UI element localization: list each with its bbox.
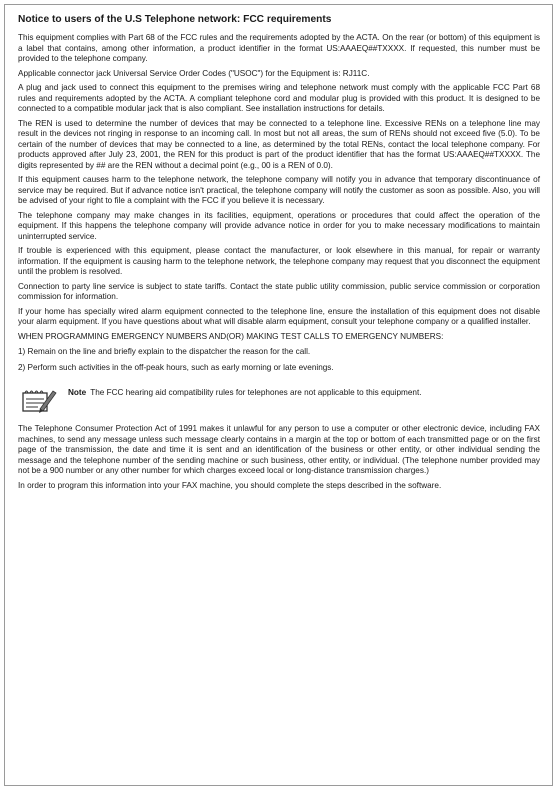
paragraph-company-changes: The telephone company may make changes in its facilities, equipment, operations or procedures that could affect the operation of the equipment. If this happens the telephone company will provide advance notice in order for you to make necessary modifications to maintain uninterrupted service. <box>18 210 540 241</box>
paragraph-ren: The REN is used to determine the number of devices that may be connected to a telephone line. Excessive RENs on a telephone line may result in the devices not ringing in response to an incoming call. In most but not all areas, the sum of RENs should not exceed five (5.0). To be certain of the number of devices that may be connected to a line, as determined by the total RENs, contact the local telephone company. For products approved after July 23, 2001, the REN for this product is part of the product identifier that has the format US:AAAEQ##TXXXX. The digits represented by ## are the REN without a decimal point (e.g., 00 is a REN of 0.0). <box>18 118 540 170</box>
fcc-notice-page <box>4 4 553 786</box>
note-box <box>18 387 540 413</box>
page-title: Notice to users of the U.S Telephone network: FCC requirements <box>18 14 332 25</box>
note-text <box>68 387 540 399</box>
note-body: The FCC hearing aid compatibility rules for telephones are not applicable to this equipment. <box>90 388 422 397</box>
paragraph-usoc: Applicable connector jack Universal Service Order Codes ("USOC") for the Equipment is: RJ11C. <box>18 68 370 78</box>
list-item: 1) Remain on the line and briefly explain to the dispatcher the reason for the call. <box>18 347 311 356</box>
note-pad-icon <box>20 387 60 413</box>
paragraph-program-fax: In order to program this information into your FAX machine, you should complete the steps described in the software. <box>18 480 442 490</box>
paragraph-tcpa: The Telephone Consumer Protection Act of 1991 makes it unlawful for any person to use a computer or other electronic device, including FAX machines, to send any message unless such message clearly contains in a margin at the top or bottom of each transmitted page or on the first page of the transmission, the date and time it is sent and an identification of the business or other entity, or other individual sending the message and the telephone number of the sending machine or such business, other entity, or individual. (The telephone number provided may not be a 900 number or any other number for which charges exceed local or long-distance transmission charges.) <box>18 424 540 475</box>
paragraph-plug-jack: A plug and jack used to connect this equipment to the premises wiring and telephone network must comply with the applicable FCC Part 68 rules and requirements adopted by the ACTA. A compliant telephone cord and modular plug is provided with this product. It is designed to be connected to a compatible modular jack that is also compliant. See installation instructions for details. <box>18 83 540 113</box>
paragraph-alarm: If your home has specially wired alarm equipment connected to the telephone line, ensure the installation of this equipment does not disable your alarm equipment. If you have questions about what will disable alarm equipment, consult your telephone company or a qualified installer. <box>18 306 540 326</box>
list-item: 2) Perform such activities in the off-peak hours, such as early morning or late evenings. <box>18 362 334 372</box>
paragraph-network-harm: If this equipment causes harm to the telephone network, the telephone company will notify you in advance that temporary discontinuance of service may be required. But if advance notice isn't practical, the telephone company will notify the customer as soon as possible. Also, you will be advised of your right to file a complaint with the FCC if you believe it is necessary. <box>18 175 540 205</box>
paragraph-part68: This equipment complies with Part 68 of the FCC rules and the requirements adopted by the ACTA. On the rear (or bottom) of this equipment is a label that contains, among other information, a product identifier in the format US:AAAEQ##TXXXX. If requested, this number must be provided to the telephone company. <box>18 33 540 63</box>
paragraph-trouble: If trouble is experienced with this equipment, please contact the manufacturer, or look elsewhere in this manual, for repair or warranty information. If the equipment is causing harm to the telephone network, the telephone company may request that you disconnect the equipment until the problem is resolved. <box>18 246 540 276</box>
paragraph-party-line: Connection to party line service is subject to state tariffs. Contact the state public utility commission, public service commission or corporation commission for information. <box>18 281 540 301</box>
emergency-heading: WHEN PROGRAMMING EMERGENCY NUMBERS AND(OR) MAKING TEST CALLS TO EMERGENCY NUMBERS: <box>18 331 444 341</box>
note-label: Note <box>68 388 87 397</box>
